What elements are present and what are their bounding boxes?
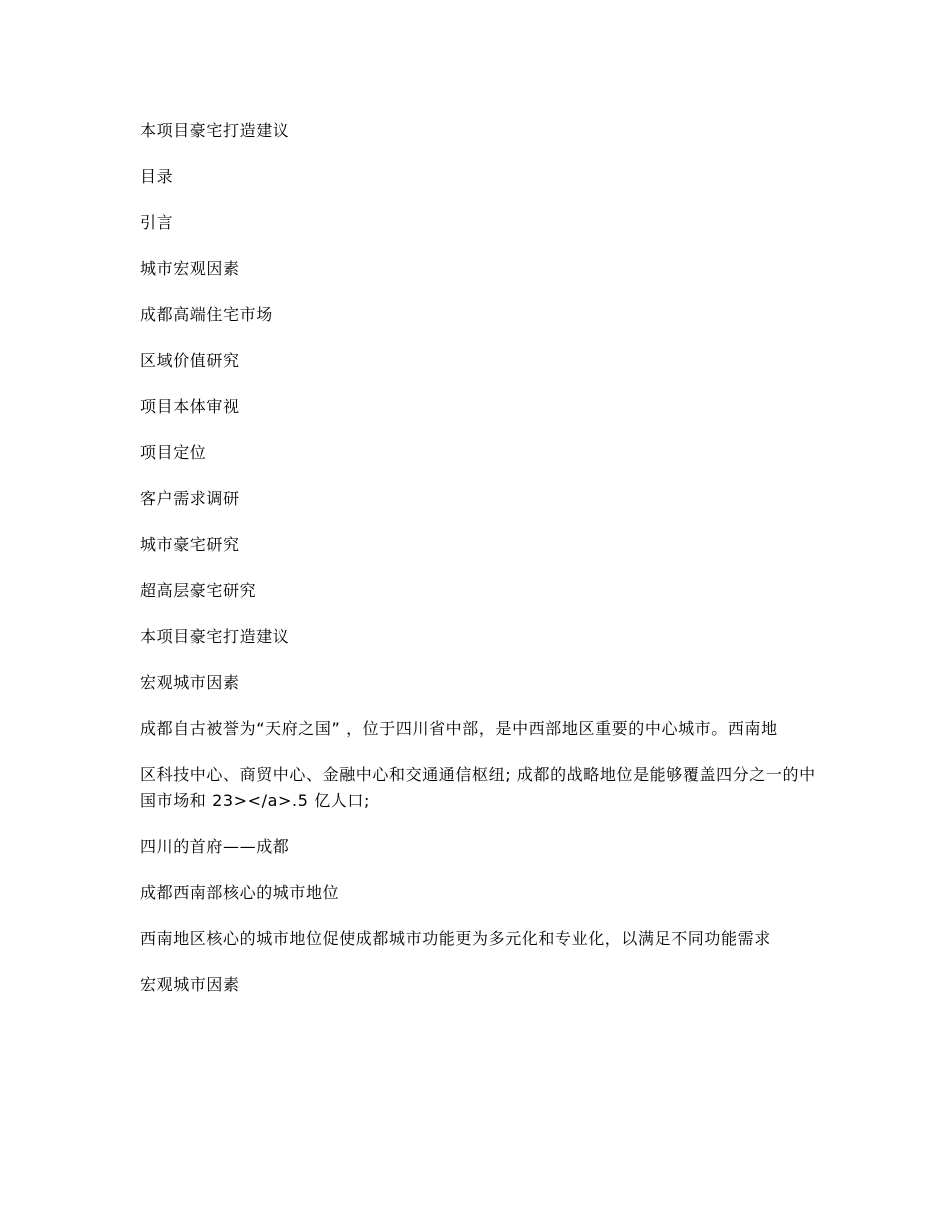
- body-paragraph: 西南地区核心的城市地位促使成都城市功能更为多元化和专业化，以满足不同功能需求: [140, 929, 771, 948]
- body-paragraph: 成都西南部核心的城市地位: [140, 883, 340, 902]
- toc-item-introduction: 引言: [140, 213, 174, 232]
- section-heading: 宏观城市因素: [140, 975, 240, 994]
- document-body: [140, 118, 820, 1018]
- toc-item-project-positioning: 项目定位: [140, 443, 207, 462]
- toc-item-chengdu-high-end-market: 成都高端住宅市场: [140, 305, 273, 324]
- section-heading: 宏观城市因素: [140, 673, 240, 692]
- doc-title: 本项目豪宅打造建议: [140, 121, 290, 140]
- toc-heading: 目录: [140, 167, 174, 186]
- body-paragraph: 成都自古被誉为“天府之国” ，位于四川省中部，是中西部地区重要的中心城市。西南地: [140, 719, 778, 738]
- toc-item-city-macro-factors: 城市宏观因素: [140, 259, 240, 278]
- body-paragraph: 四川的首府——成都: [140, 837, 290, 856]
- toc-item-city-luxury-research: 城市豪宅研究: [140, 535, 240, 554]
- toc-item-regional-value: 区域价值研究: [140, 351, 240, 370]
- toc-item-project-review: 项目本体审视: [140, 397, 240, 416]
- toc-item-luxury-suggestions: 本项目豪宅打造建议: [140, 627, 290, 646]
- toc-item-customer-research: 客户需求调研: [140, 489, 240, 508]
- body-paragraph: 区科技中心、商贸中心、金融中心和交通通信枢纽; 成都的战略地位是能够覆盖四分之一的中国市场和 23></a>.5 亿人口;: [140, 765, 816, 810]
- toc-item-super-high-rise-research: 超高层豪宅研究: [140, 581, 257, 600]
